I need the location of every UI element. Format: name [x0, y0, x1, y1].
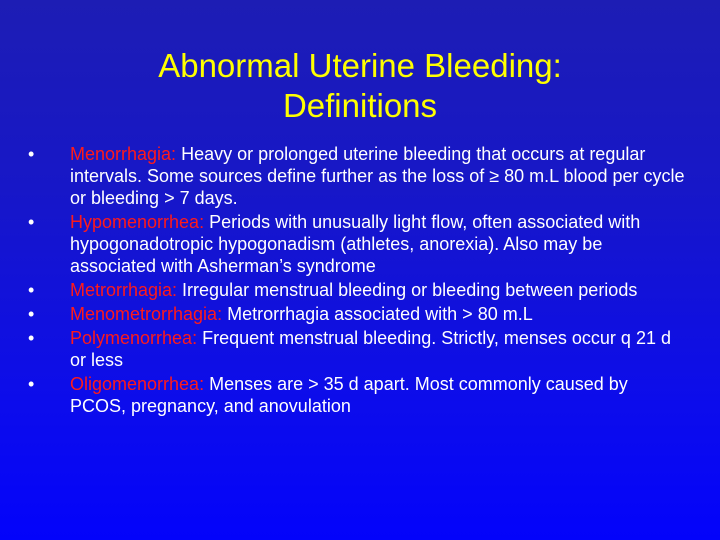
- bullet-dot: •: [28, 328, 35, 348]
- bullet-dot: •: [28, 212, 35, 232]
- bullet-dot: •: [28, 374, 35, 394]
- term-polymenorrhea: Polymenorrhea:: [70, 328, 198, 348]
- list-item: [28, 327, 688, 371]
- definition-text: Periods with unusually light flow, often associated with hypogonadotropic hypogonadism (athletes, anorexia). Also may be associated with Asherman’s syndrome: [70, 212, 641, 276]
- slide-title: [40, 46, 680, 126]
- definitions-list: [28, 143, 688, 419]
- title-line-2: Definitions: [282, 87, 438, 125]
- list-item: [28, 279, 688, 301]
- definition-text: Heavy or prolonged uterine bleeding that occurs at regular intervals. Some sources define further as the loss of ≥ 80 m.L blood per cycle or bleeding > 7 days.: [70, 144, 685, 208]
- list-item: [28, 373, 688, 417]
- definition-text: Menses are > 35 d apart. Most commonly caused by PCOS, pregnancy, and anovulation: [70, 374, 628, 416]
- list-item: [28, 211, 688, 277]
- list-item: [28, 303, 688, 325]
- definition-text: Frequent menstrual bleeding. Strictly, menses occur q 21 d or less: [70, 328, 671, 370]
- definition-text: Metrorrhagia associated with > 80 m.L: [222, 304, 533, 324]
- definition-text: Irregular menstrual bleeding or bleeding between periods: [177, 280, 638, 300]
- term-menometrorrhagia: Menometrorrhagia:: [70, 304, 223, 324]
- term-hypomenorrhea: Hypomenorrhea:: [70, 212, 205, 232]
- bullet-dot: •: [28, 304, 35, 324]
- bullet-dot: •: [28, 280, 35, 300]
- term-oligomenorrhea: Oligomenorrhea:: [70, 374, 205, 394]
- list-item: [28, 143, 688, 209]
- term-menorrhagia: Menorrhagia:: [70, 144, 177, 164]
- bullet-dot: •: [28, 144, 35, 164]
- term-metrorrhagia: Metrorrhagia:: [70, 280, 178, 300]
- title-line-1: Abnormal Uterine Bleeding:: [158, 47, 562, 85]
